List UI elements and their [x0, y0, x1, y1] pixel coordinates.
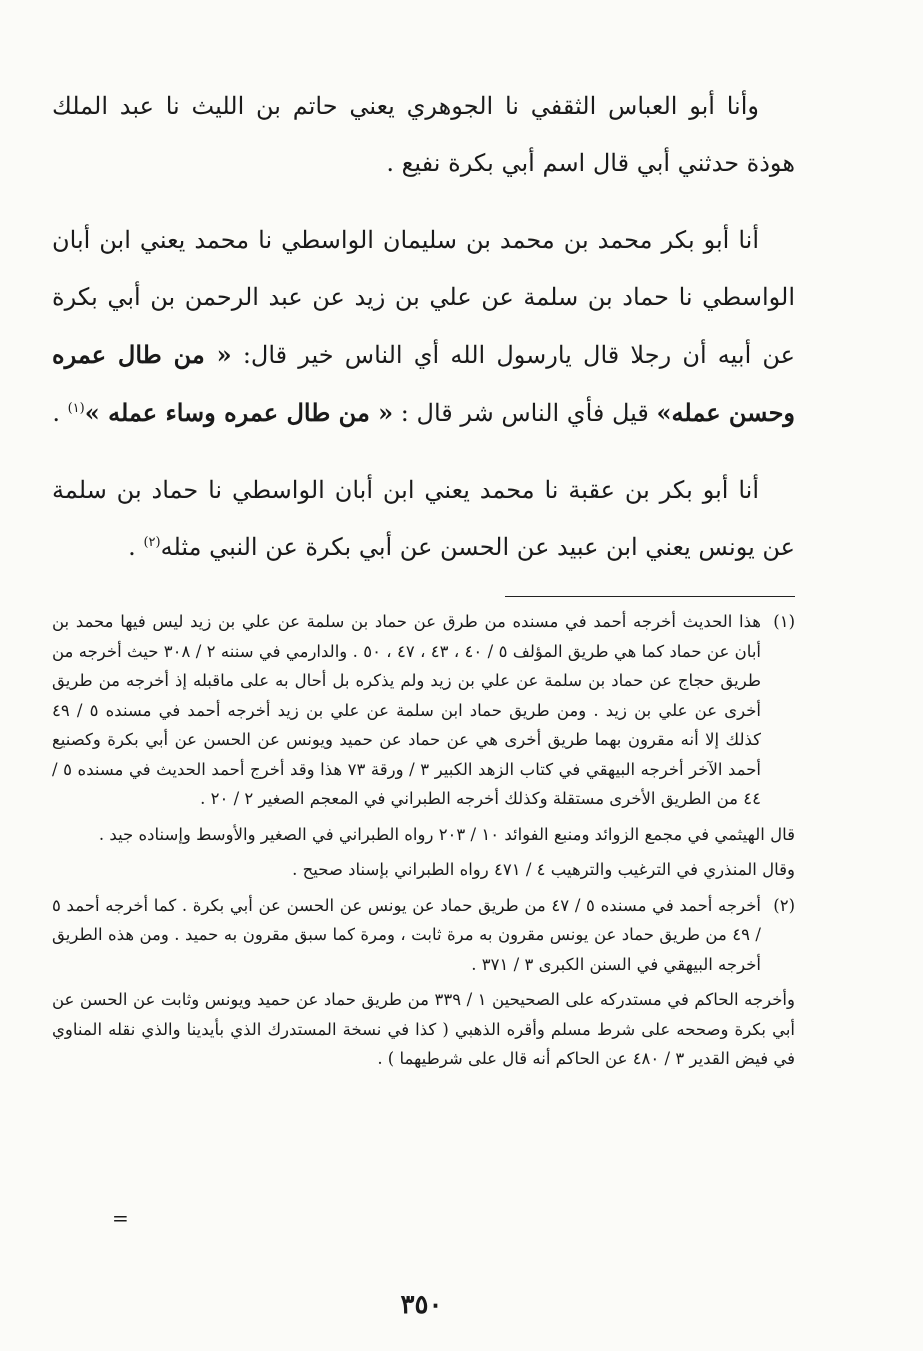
paragraph-2-start: أنا أبو بكر محمد بن محمد بن سليمان الواسطي نا محمد يعني ابن أبان الواسطي نا حماد بن سلمة عن علي بن زيد عن عبد الرحمن بن أبي بكرة عن أبيه أن رجلا قال يارسول الله أي الناس خير قال:	[52, 226, 795, 369]
footnote-1-number: (١)	[773, 612, 795, 631]
footnote-1-paragraph-3: وقال المنذري في الترغيب والترهيب ٤ / ٤٧١ رواه الطبراني بإسناد صحيح .	[292, 860, 795, 879]
paragraph-3	[52, 462, 795, 576]
paragraph-1: وأنا أبو العباس الثقفي نا الجوهري يعني حاتم بن الليث نا عبد الملك هوذة حدثني أبي قال اسم أبي بكرة نفيع .	[52, 92, 795, 177]
footnotes	[52, 607, 795, 1074]
continuation-mark: =	[112, 1206, 129, 1230]
footnote-divider	[505, 596, 795, 597]
page-number: ٣٥٠	[400, 1290, 443, 1320]
footnote-ref-2: (٢)	[143, 535, 161, 550]
paragraph-3-start: أنا أبو بكر بن عقبة نا محمد يعني ابن أبان الواسطي نا حماد بن سلمة عن يونس يعني ابن عبيد عن الحسن عن أبي بكرة عن النبي مثله	[52, 476, 795, 561]
main-text	[52, 78, 795, 576]
footnote-2-paragraph-2: وأخرجه الحاكم في مستدركه على الصحيحين ١ / ٣٣٩ من طريق حماد عن حميد ويونس وثابت عن الحسن عن أبي بكرة وصححه على شرط مسلم وأقره الذهبي ( كذا في نسخة المستدرك الذي بأيدينا والذي نقله المناوي في فيض القدير ٣ / ٤٨٠ عن الحاكم أنه قال على شرطيهما ) .	[52, 990, 795, 1068]
hadith-quote-1: « من طال عمره وحسن عمله»	[52, 340, 795, 427]
footnote-1-text: هذا الحديث أخرجه أحمد في مسنده من طرق عن حماد بن سلمة عن علي بن زيد ليس فيها محمد بن أبان عن حماد كما هي طريق المؤلف ٥ / ٤٠ ، ٤٣ ، ٤٧ ، ٥٠ . والدارمي في سننه ٢ / ٣٠٨ حيث أخرجه من طريق حجاج عن حماد بن سلمة عن علي بن زيد ولم يذكره بل أحال به على ماقبله إذ أخرجه من طريق أخرى عن علي بن زيد . ومن طريق حماد ابن سلمة عن علي بن زيد أخرجه أحمد في مسنده ٥ / ٤٩ كذلك إلا أنه مقرون بهما طريق أخرى هي عن حماد عن حميد ويونس عن الحسن عن أبي بكرة وكصنيع أحمد الآخر أخرجه البيهقي في كتاب الزهد الكبير ٣ / ورقة ٧٣ هذا وقد أخرج أحمد الحديث في مسنده ٥ / ٤٤ من الطريق الأخرى مستقلة وكذلك أخرجه الطبراني في المعجم الصغير ٢ / ٢٠ .	[52, 612, 762, 808]
paragraph-3-end: .	[128, 533, 144, 561]
footnote-ref-1: (١)	[67, 401, 85, 416]
paragraph-2-mid: قيل فأي الناس شر قال :	[393, 399, 657, 427]
footnote-1	[52, 607, 795, 820]
footnote-1-paragraph-2: قال الهيثمي في مجمع الزوائد ومنبع الفوائد ١٠ / ٢٠٣ رواه الطبراني في الصغير والأوسط وإسناده جيد .	[98, 824, 795, 844]
paragraph-2	[52, 212, 795, 442]
paragraph-2-end: .	[52, 399, 68, 427]
footnote-2-text: أخرجه أحمد في مسنده ٥ / ٤٧ من طريق حماد عن يونس عن الحسن عن أبي بكرة . كما أخرجه أحمد ٥ / ٤٩ من طريق حماد عن يونس مقرون به مرة ثابت ، ومرة كما سبق مقرون به حميد . ومن هذه الطريق أخرجه البيهقي في السنن الكبرى ٣ / ٣٧١ .	[52, 895, 761, 974]
hadith-quote-2: « من طال عمره وساء عمله »	[84, 398, 394, 427]
footnote-2	[52, 891, 795, 986]
footnote-2-number: (٢)	[773, 895, 795, 915]
